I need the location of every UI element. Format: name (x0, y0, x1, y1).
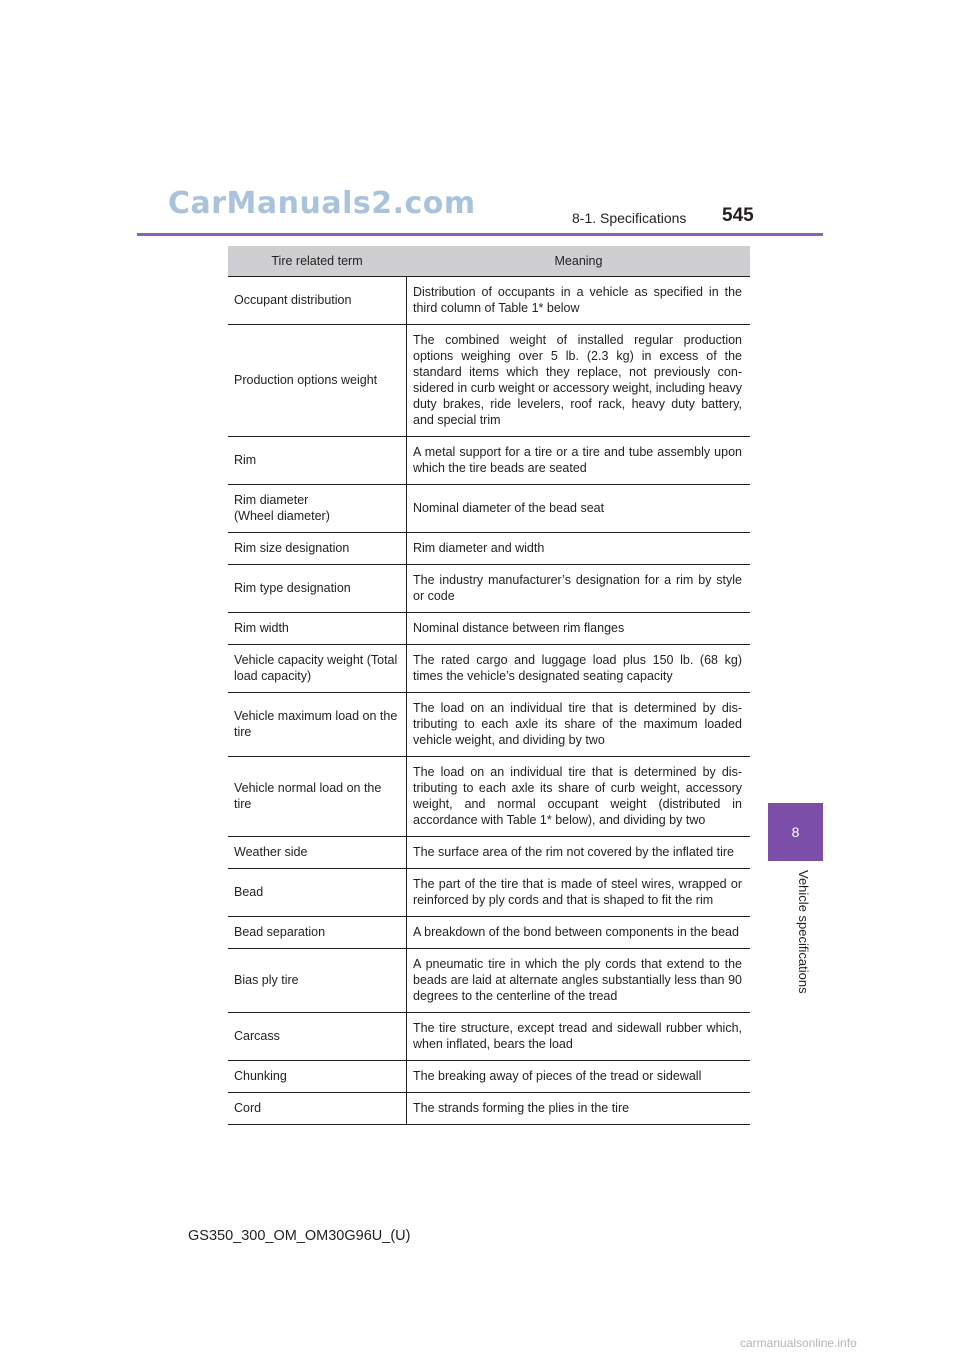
term-cell: Production options weight (228, 325, 407, 437)
table-row (228, 693, 750, 757)
meaning-cell: The tire structure, except tread and sidewall rubber which, when inflated, bears the load (407, 1013, 751, 1061)
table-row (228, 645, 750, 693)
table-row (228, 1013, 750, 1061)
meaning-cell: Distribution of occupants in a vehicle as specified in the third column of Table 1* below (407, 277, 751, 325)
meaning-cell: The rated cargo and luggage load plus 150 lb. (68 kg) times the vehicle’s designated seating capacity (407, 645, 751, 693)
header-divider (137, 233, 823, 236)
term-cell: Weather side (228, 837, 407, 869)
meaning-cell: A breakdown of the bond between components in the bead (407, 917, 751, 949)
term-cell: Bead (228, 869, 407, 917)
term-cell: Rim size designation (228, 533, 407, 565)
table-row (228, 757, 750, 837)
term-cell: Rim type designation (228, 565, 407, 613)
meaning-cell: The strands forming the plies in the tire (407, 1093, 751, 1125)
page-number: 545 (722, 205, 754, 226)
term-cell: Bead separation (228, 917, 407, 949)
column-header-meaning: Meaning (407, 246, 751, 277)
column-header-term: Tire related term (228, 246, 407, 277)
meaning-cell: Nominal diameter of the bead seat (407, 485, 751, 533)
term-cell: Occupant distribution (228, 277, 407, 325)
term-cell: Cord (228, 1093, 407, 1125)
chapter-label: Vehicle specifications (796, 870, 811, 994)
term-cell: Rim diameter (Wheel diameter) (228, 485, 407, 533)
table-row (228, 613, 750, 645)
term-cell: Vehicle capacity weight (Total load capacity) (228, 645, 407, 693)
table-row (228, 277, 750, 325)
meaning-cell: The surface area of the rim not covered by the inflated tire (407, 837, 751, 869)
meaning-cell: The load on an individual tire that is determined by dis-tributing to each axle its share of curb weight, accessory weight, and normal occupant weight (distributed in accordance with Table 1* below), and dividing by two (407, 757, 751, 837)
table-row (228, 837, 750, 869)
meaning-cell: The part of the tire that is made of steel wires, wrapped or reinforced by ply cords and that is shaped to fit the rim (407, 869, 751, 917)
table-row (228, 949, 750, 1013)
table-row (228, 1093, 750, 1125)
meaning-cell: Nominal distance between rim flanges (407, 613, 751, 645)
table-row (228, 869, 750, 917)
table-row (228, 1061, 750, 1093)
table-row (228, 533, 750, 565)
section-title: 8-1. Specifications (572, 210, 687, 226)
term-cell: Vehicle maximum load on the tire (228, 693, 407, 757)
meaning-cell: A pneumatic tire in which the ply cords that extend to the beads are laid at alternate angles substantially less than 90 degrees to the centerline of the tread (407, 949, 751, 1013)
meaning-cell: A metal support for a tire or a tire and tube assembly upon which the tire beads are seated (407, 437, 751, 485)
document-code: GS350_300_OM_OM30G96U_(U) (188, 1228, 411, 1244)
table-header-row (228, 246, 750, 277)
table-row (228, 325, 750, 437)
meaning-cell: The combined weight of installed regular production options weighing over 5 lb. (2.3 kg) in excess of the standard items which they replace, not previously con-sidered in curb weight or accessory weight, including heavy duty brakes, ride levelers, roof rack, heavy duty battery, and special trim (407, 325, 751, 437)
footer-watermark: carmanualsonline.info (740, 1336, 857, 1350)
term-cell: Rim (228, 437, 407, 485)
table-row (228, 917, 750, 949)
watermark-logo: CarManuals2.com (168, 186, 476, 221)
chapter-tab[interactable] (768, 803, 823, 861)
meaning-cell: The load on an individual tire that is determined by dis-tributing to each axle its share of the maximum loaded vehicle weight, and dividing by two (407, 693, 751, 757)
term-cell: Chunking (228, 1061, 407, 1093)
chapter-number: 8 (791, 824, 800, 840)
term-cell: Vehicle normal load on the tire (228, 757, 407, 837)
term-cell: Rim width (228, 613, 407, 645)
table-row (228, 485, 750, 533)
meaning-cell: The breaking away of pieces of the tread or sidewall (407, 1061, 751, 1093)
meaning-cell: Rim diameter and width (407, 533, 751, 565)
table-row (228, 437, 750, 485)
term-cell: Carcass (228, 1013, 407, 1061)
table-body (228, 277, 750, 1125)
table-row (228, 565, 750, 613)
term-cell: Bias ply tire (228, 949, 407, 1013)
tire-terms-table (228, 246, 750, 1125)
meaning-cell: The industry manufacturer’s designation for a rim by style or code (407, 565, 751, 613)
